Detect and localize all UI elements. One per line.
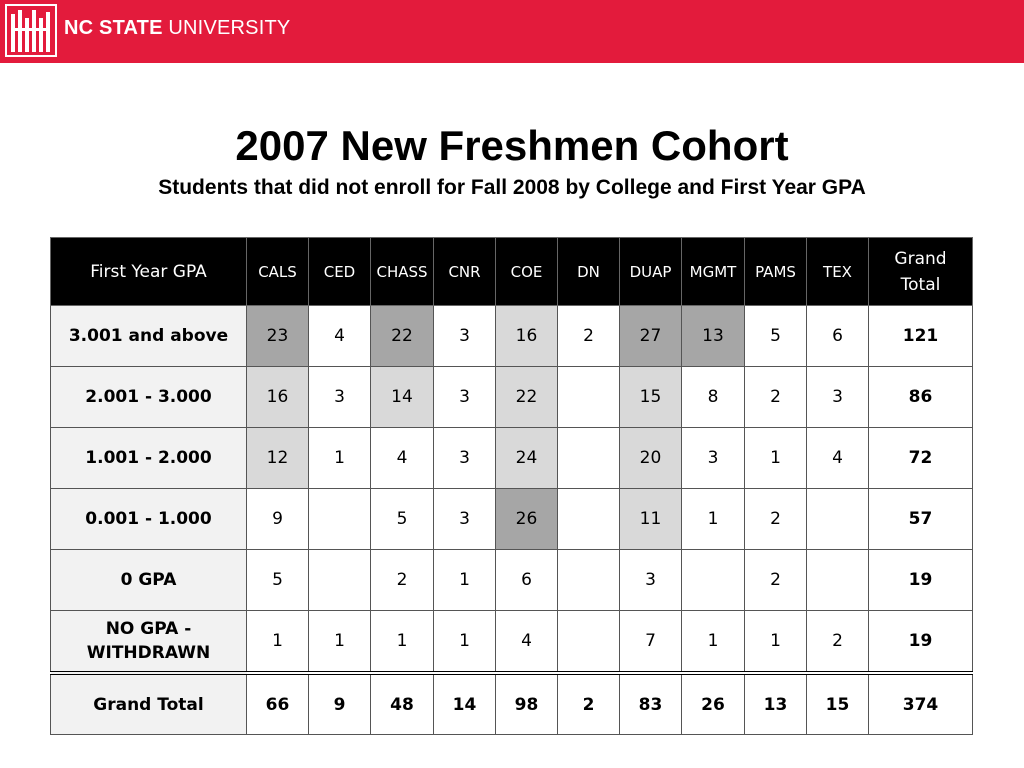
row-label: 0 GPA [51,550,247,611]
table-cell: 66 [247,673,309,735]
table-cell: 2 [745,489,807,550]
column-header: MGMT [682,238,745,306]
table-cell [309,550,371,611]
table-cell: 15 [620,367,682,428]
column-header: PAMS [745,238,807,306]
table-cell: 1 [682,611,745,674]
table-row [51,306,973,367]
nc-state-logo-icon [5,4,57,57]
column-header: TEX [807,238,869,306]
column-header: First Year GPA [51,238,247,306]
table-cell: 2 [745,367,807,428]
table-cell: 15 [807,673,869,735]
table-cell: 26 [682,673,745,735]
column-header: CNR [434,238,496,306]
row-total-cell: 57 [869,489,973,550]
column-header: DN [558,238,620,306]
column-header: CHASS [371,238,434,306]
table-cell: 1 [434,611,496,674]
table-cell: 13 [745,673,807,735]
table-cell: 8 [682,367,745,428]
table-row [51,611,973,674]
table-cell: 3 [434,428,496,489]
table-cell: 1 [247,611,309,674]
table-cell: 5 [745,306,807,367]
row-label: NO GPA - WITHDRAWN [51,611,247,674]
table-cell: 4 [309,306,371,367]
table-cell: 3 [434,489,496,550]
table-cell: 3 [434,367,496,428]
row-label: 1.001 - 2.000 [51,428,247,489]
table-cell: 3 [434,306,496,367]
column-header: CED [309,238,371,306]
table-cell: 1 [434,550,496,611]
table-cell: 9 [247,489,309,550]
table-cell: 14 [434,673,496,735]
table-cell [309,489,371,550]
table-cell: 5 [371,489,434,550]
table-cell: 1 [309,428,371,489]
table-cell: 3 [620,550,682,611]
table-cell: 16 [496,306,558,367]
table-cell: 1 [309,611,371,674]
table-cell: 3 [309,367,371,428]
table-cell: 1 [745,428,807,489]
table-cell: 26 [496,489,558,550]
column-header: COE [496,238,558,306]
page-subtitle: Students that did not enroll for Fall 2008 by College and First Year GPA [158,176,866,199]
table-cell: 5 [247,550,309,611]
table-cell: 2 [558,306,620,367]
table-cell: 1 [371,611,434,674]
table-row [51,489,973,550]
row-total-cell: 19 [869,611,973,674]
table-cell: 3 [807,367,869,428]
table-cell [807,550,869,611]
university-name: NC STATE UNIVERSITY [64,17,291,39]
table-cell: 27 [620,306,682,367]
table-cell: 22 [371,306,434,367]
table-cell: 1 [682,489,745,550]
table-cell: 4 [807,428,869,489]
table-row [51,428,973,489]
row-total-cell: 72 [869,428,973,489]
table-cell: 20 [620,428,682,489]
column-header: DUAP [620,238,682,306]
table-cell: 24 [496,428,558,489]
table-cell: 12 [247,428,309,489]
table-cell: 2 [807,611,869,674]
table-cell: 6 [807,306,869,367]
row-label: 0.001 - 1.000 [51,489,247,550]
table-cell [558,611,620,674]
row-total-cell: 121 [869,306,973,367]
table-cell: 6 [496,550,558,611]
table-cell [807,489,869,550]
table-cell: 4 [496,611,558,674]
row-total-cell: 86 [869,367,973,428]
table-cell: 7 [620,611,682,674]
table-row [51,550,973,611]
table-header-row [51,238,973,306]
table-cell: 23 [247,306,309,367]
table-cell: 11 [620,489,682,550]
grand-total-row [51,673,973,735]
table-cell: 98 [496,673,558,735]
row-label: Grand Total [51,673,247,735]
table-cell [558,428,620,489]
table-cell: 2 [371,550,434,611]
table-cell: 3 [682,428,745,489]
table-cell: 9 [309,673,371,735]
column-header: CALS [247,238,309,306]
row-label: 3.001 and above [51,306,247,367]
page-title: 2007 New Freshmen Cohort [235,122,789,169]
column-header-grand-total: Grand Total [869,238,973,306]
row-total-cell: 374 [869,673,973,735]
table-cell: 14 [371,367,434,428]
table-row [51,367,973,428]
table-cell [558,367,620,428]
table-cell [682,550,745,611]
table-cell: 83 [620,673,682,735]
table-cell: 22 [496,367,558,428]
table-cell: 13 [682,306,745,367]
table-cell: 1 [745,611,807,674]
table-cell [558,489,620,550]
table-cell: 2 [745,550,807,611]
row-label: 2.001 - 3.000 [51,367,247,428]
row-total-cell: 19 [869,550,973,611]
table-cell [558,550,620,611]
data-table [50,237,973,735]
table-cell: 2 [558,673,620,735]
table-cell: 4 [371,428,434,489]
table-cell: 16 [247,367,309,428]
header-bar [0,0,1024,63]
table-cell: 48 [371,673,434,735]
